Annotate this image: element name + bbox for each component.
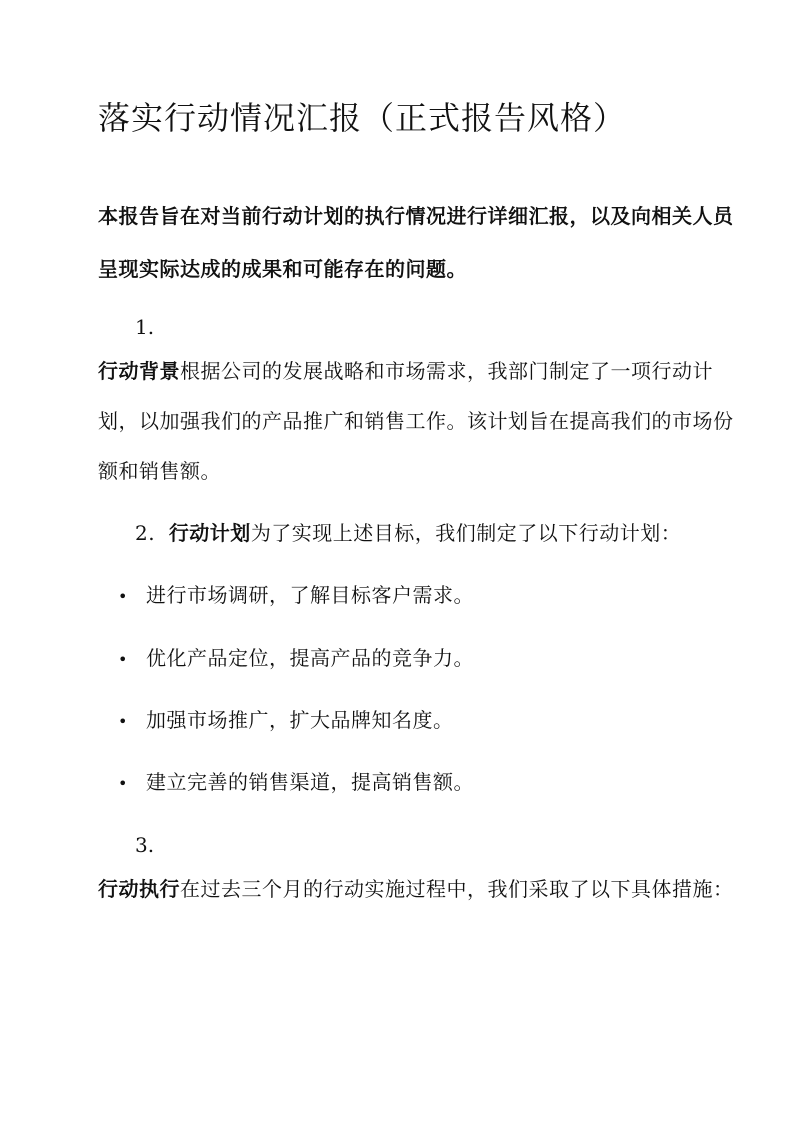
list-item <box>118 705 454 737</box>
page-title: 落实行动情况汇报（正式报告风格） <box>98 99 627 137</box>
list-item <box>118 580 474 612</box>
section-3-heading: 行动执行 <box>98 877 180 901</box>
list-item <box>118 643 474 675</box>
list-item-text: 加强市场推广，扩大品牌知名度。 <box>146 708 454 732</box>
section-1-number: 1. <box>135 315 155 339</box>
list-item-text: 优化产品定位，提高产品的竞争力。 <box>146 646 474 670</box>
section-2-heading: 行动计划 <box>168 521 251 545</box>
bullet-icon: • <box>118 774 128 793</box>
bullet-icon: • <box>118 650 128 669</box>
section-3-body: 在过去三个月的行动实施过程中，我们采取了以下具体措施： <box>180 877 734 901</box>
section-2-line <box>135 518 681 548</box>
section-3-number: 3. <box>135 833 155 857</box>
section-2-body: 为了实现上述目标，我们制定了以下行动计划： <box>250 521 682 545</box>
list-item <box>118 767 474 799</box>
section-1-heading: 行动背景 <box>98 359 180 383</box>
list-item-text: 进行市场调研，了解目标客户需求。 <box>146 583 474 607</box>
section-2-number: 2. <box>135 521 156 545</box>
section-1-paragraph <box>98 346 738 496</box>
intro-paragraph: 本报告旨在对当前行动计划的执行情况进行详细汇报，以及向相关人员呈现实际达成的成果和可能存在的问题。 <box>98 204 734 281</box>
list-item-text: 建立完善的销售渠道，提高销售额。 <box>146 770 474 794</box>
section-1-body: 根据公司的发展战略和市场需求，我部门制定了一项行动计划，以加强我们的产品推广和销售工作。该计划旨在提高我们的市场份额和销售额。 <box>98 359 734 483</box>
bullet-icon: • <box>118 587 128 606</box>
section-3-paragraph <box>98 864 738 914</box>
bullet-icon: • <box>118 712 128 731</box>
